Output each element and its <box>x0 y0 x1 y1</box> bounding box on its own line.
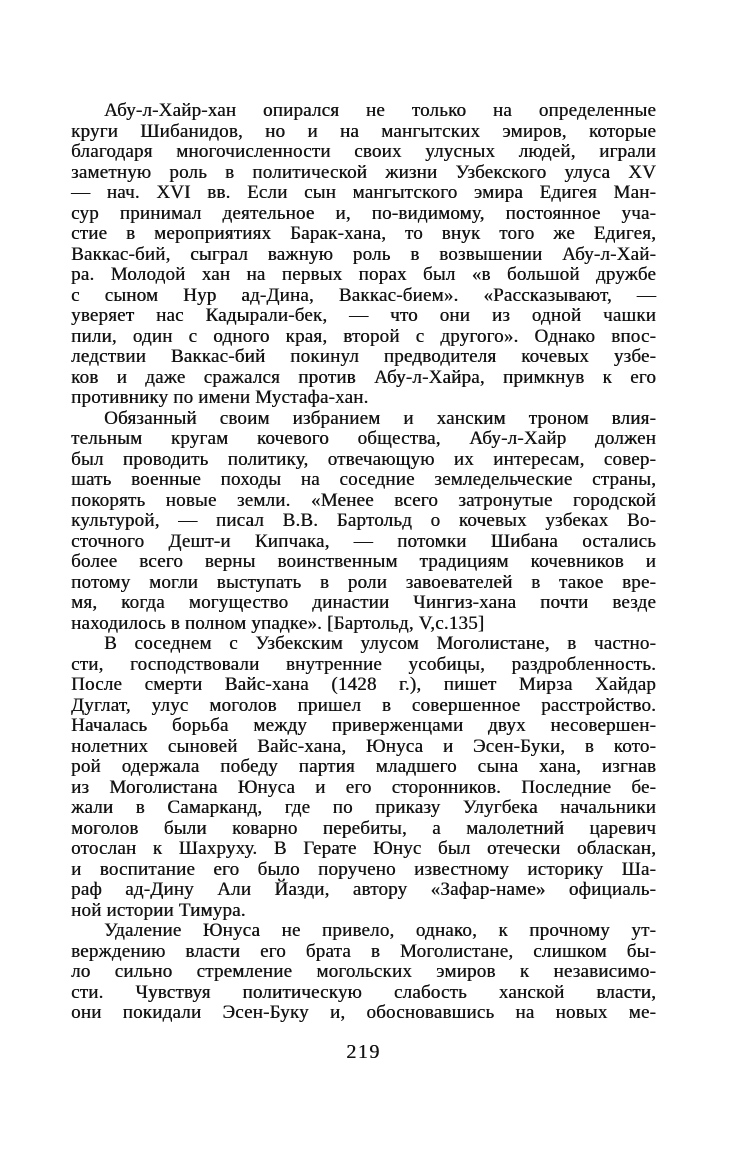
text-line: круги Шибанидов, но и на мангытских эмиров, которые <box>71 120 656 142</box>
paragraph-2 <box>71 409 656 635</box>
page-number: 219 <box>346 1041 381 1063</box>
text-line: они покидали Эсен-Буку и, обосновавшись на новых ме- <box>71 1002 656 1023</box>
text-line: Удаление Юнуса не привело, однако, к прочному ут- <box>104 920 656 941</box>
text-line: культурой, — писал В.В. Бартольд о кочевых узбеках Во- <box>71 510 656 531</box>
text-line: стие в мероприятиях Барак-хана, то внук того же Едигея, <box>71 223 656 244</box>
text-line: моголов были коварно перебиты, а малолетний царевич <box>71 817 656 839</box>
text-line: нолетних сыновей Вайс-хана, Юнуса и Эсен-Буки, в кото- <box>71 735 656 757</box>
text-line: раф ад-Дину Али Йазди, автору «Зафар-наме» официаль- <box>71 879 656 900</box>
text-line: был проводить политику, отвечающую их интересам, совер- <box>71 448 656 470</box>
paragraph-1 <box>71 101 656 409</box>
text-line: мя, когда могущество династии Чингиз-хана почти везде <box>71 592 656 613</box>
text-line: В соседнем с Узбекским улусом Моголистане, в частно- <box>104 633 656 654</box>
text-line: сточного Дешт-и Кипчака, — потомки Шибана остались <box>71 530 656 552</box>
text-line: и воспитание его было поручено известному историку Ша- <box>71 858 656 880</box>
text-line: После смерти Вайс-хана (1428 г.), пишет Мирза Хайдар <box>71 674 656 695</box>
text-line: противнику по имени Мустафа-хан. <box>71 387 369 408</box>
text-line: из Моголистана Юнуса и его сторонников. Последние бе- <box>71 776 656 798</box>
text-line: тельным кругам кочевого общества, Абу-л-Хайр должен <box>71 428 656 449</box>
text-line: верждению власти его брата в Моголистане, слишком бы- <box>71 940 656 962</box>
paragraph-3 <box>71 634 656 921</box>
text-line: находилось в полном упадке». [Бартольд, V,с.135] <box>71 612 485 634</box>
text-line: ков и даже сражался против Абу-л-Хайра, примкнув к его <box>71 366 656 388</box>
text-line: ло сильно стремление могольских эмиров к независимо- <box>71 961 656 982</box>
text-line: сти, господствовали внутренние усобицы, раздробленность. <box>71 653 656 675</box>
paragraph-4 <box>71 921 656 1024</box>
text-line: с сыном Нур ад-Дина, Ваккас-бием». «Рассказывают, — <box>71 284 656 306</box>
text-line: более всего верны воинственным традициям кочевников и <box>71 551 656 572</box>
text-line: шать военные походы на соседние земледельческие страны, <box>71 469 656 490</box>
text-line: сти. Чувствуя политическую слабость ханской власти, <box>71 981 656 1003</box>
text-line: заметную роль в политической жизни Узбекского улуса XV <box>71 161 656 183</box>
text-line: потому могли выступать в роли завоевателей в такое вре- <box>71 571 656 593</box>
text-line: сур принимал деятельное и, по-видимому, постоянное уча- <box>71 202 656 224</box>
text-line: ной истории Тимура. <box>71 899 246 921</box>
text-line: — нач. XVI вв. Если сын мангытского эмира Едигея Ман- <box>71 182 656 203</box>
text-line: благодаря многочисленности своих улусных людей, играли <box>71 141 656 162</box>
text-line: Абу-л-Хайр-хан опирался не только на определенные <box>104 100 656 121</box>
text-line: рой одержала победу партия младшего сына хана, изгнав <box>71 756 656 777</box>
text-line: Ваккас-бий, сыграл важную роль в возвышении Абу-л-Хай- <box>71 243 656 265</box>
text-line: отослан к Шахруху. В Герате Юнус был отечески обласкан, <box>71 838 656 859</box>
text-line: жали в Самарканд, где по приказу Улугбека начальники <box>71 797 656 818</box>
page-text <box>71 101 656 1024</box>
text-line: ледствии Ваккас-бий покинул предводителя кочевых узбе- <box>71 346 656 367</box>
text-line: пили, один с одного края, второй с другого». Однако впос- <box>71 325 656 347</box>
text-line: уверяет нас Кадырали-бек, — что они из одной чашки <box>71 305 656 326</box>
text-line: ра. Молодой хан на первых порах был «в большой дружбе <box>71 264 656 285</box>
text-line: Дуглат, улус моголов пришел в совершенное расстройство. <box>71 694 656 716</box>
text-line: покорять новые земли. «Менее всего затронутые городской <box>71 489 656 511</box>
text-line: Началась борьба между приверженцами двух несовершен- <box>71 715 656 736</box>
text-line: Обязанный своим избранием и ханским троном влия- <box>104 407 656 429</box>
